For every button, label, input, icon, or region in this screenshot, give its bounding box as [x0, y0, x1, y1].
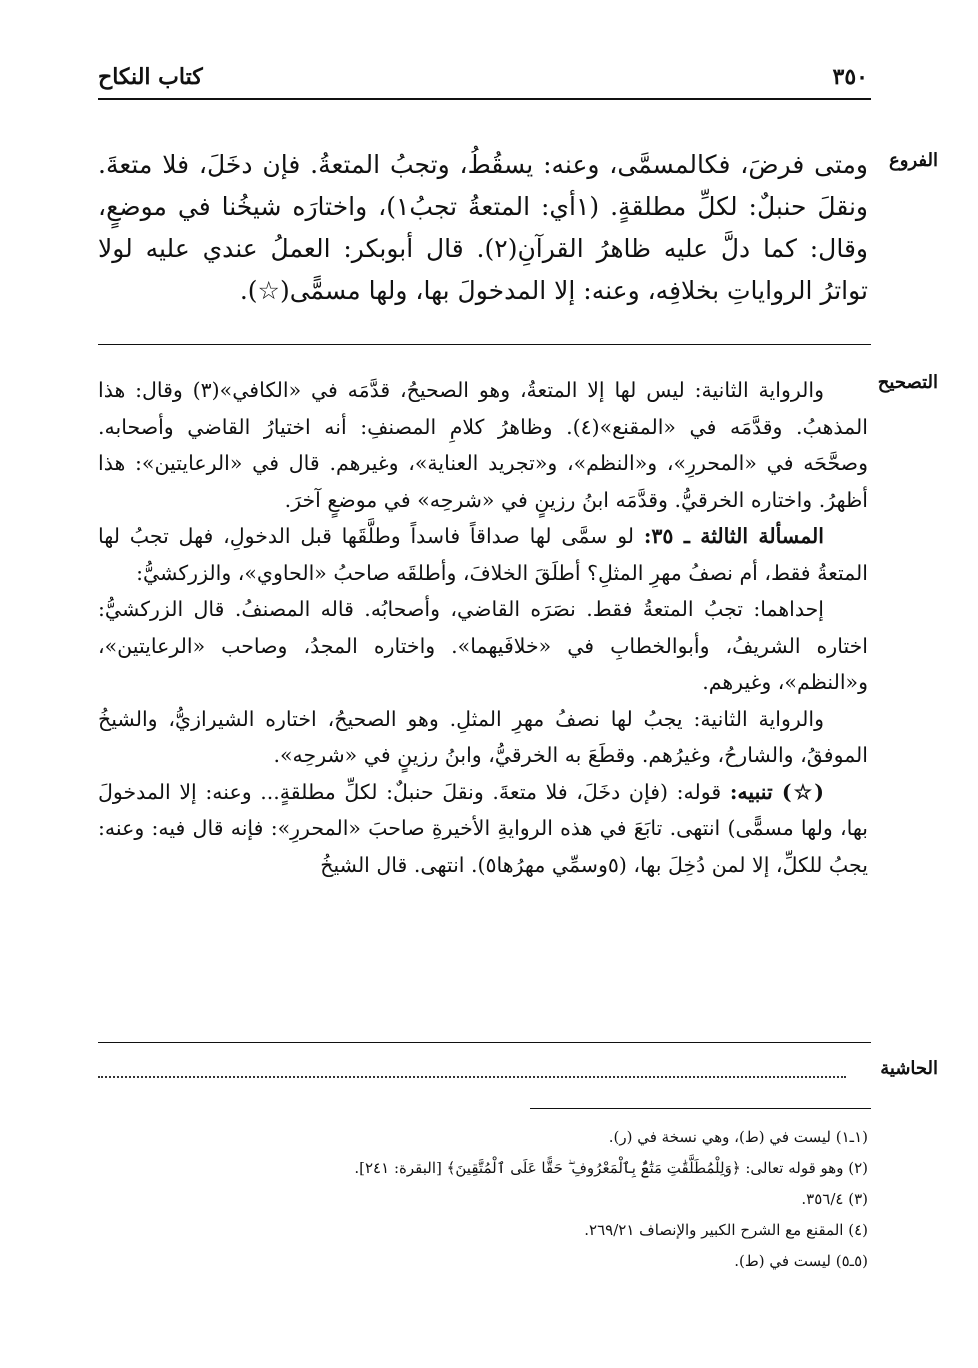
tashih-paragraph-1: والرواية الثانية: ليس لها إلا المتعةُ، وهو الصحيحُ، قدَّمَه في «الكافي»(٣) وقال: هذا المذهبُ. وقدَّمَه في «المقنع»(٤). وظاهرُ كلامِ المصنفِ: أنه اختيارُ القاضي وأصحابه. وصحَّحَه في «المحررِ»، و«النظم»، و«تجريد العناية»، وغيرهم. قال في «الرعايتين»: هذا أظهرُ. واختاره الخرقيُّ. وقدَّمَه ابنُ رزينٍ في «شرحِه» في موضعٍ آخرَ. — [98, 378, 868, 512]
footnote-4: (٤) المقنع مع الشرح الكبير والإنصاف ٢٦٩/٢١. — [584, 1221, 868, 1239]
tanbih-title: (☆) تنبيه: — [729, 779, 824, 804]
tashih-label: التصحيح — [877, 372, 938, 393]
footnote-3: (٣) ٣٥٦/٤. — [801, 1190, 868, 1208]
main-bottom-rule — [98, 1042, 871, 1043]
tanbih-paragraph — [98, 774, 868, 884]
tashih-section — [98, 372, 868, 883]
footnote-rule — [530, 1108, 871, 1109]
footnotes — [98, 1122, 868, 1277]
masala-title: المسألة الثالثة ـ ٣٥: — [643, 524, 825, 548]
tashih-paragraph-3: إحداهما: تجبُ المتعةُ فقط. نصَرَه القاضي، وأصحابُه. قاله المصنفُ. قال الزركشيُّ: اختاره الشريفُ، وأبوالخطابِ في «خلافَيهما». واختاره المجدُ، وصاحب «الرعايتين»، و«النظم»، وغيرهم. — [98, 597, 868, 694]
page-number: ٣٥٠ — [832, 64, 868, 90]
hashiya-dotted-line — [98, 1062, 846, 1078]
footnote-2: (٢) وهو قوله تعالى: ﴿وَلِلْمُطَلَّقَٰتِ مَتَٰعٌۢ بِٱلْمَعْرُوفِ ۖ حَقًّا عَلَى ٱلْمُتَّقِينَ﴾ [البقرة: ٢٤١]. — [354, 1159, 868, 1177]
furu-paragraph: ومتى فرضَ، فكالمسمَّى، وعنه: يسقُطُ، وتجبُ المتعةُ. فإن دخَلَ، فلا متعةَ. ونقلَ حنبلٌ: لكلِّ مطلقةٍ. (١أي: المتعةُ تجبُ١)، واختارَه شيخُنا في موضعٍ، وقال: كما دلَّ عليه ظاهرُ القرآنِ(٢). قال أبوبكر: العملُ عندي عليه لولا تواترُ الرواياتِ بخلافِه، وعنه: إلا المدخولَ بها، ولها مسمًّى(☆). — [98, 150, 869, 305]
header-rule — [98, 98, 871, 100]
page-header — [98, 64, 868, 94]
section-divider — [98, 344, 871, 345]
tanbih-text: قوله: (فإن دخَلَ، فلا متعةَ. ونقلَ حنبلٌ: لكلِّ مطلقةٍ... وعنه: إلا المدخولَ بها، ولها مسمًّى) انتهى. تابَعَ في هذه الروايةِ الأخيرةِ صاحبَ «المحررِ»: فإنه قال فيه: وعنه: يجبُ للكلِّ، إلا لمن دُخِلَ بها، (٥وسمِّي مهرُها٥). انتهى. قال الشيخُ — [98, 779, 868, 877]
book-title: كتاب النكاح — [98, 64, 203, 90]
tashih-paragraph-4: والرواية الثانية: يجبُ لها نصفُ مهرِ المثلِ. وهو الصحيحُ، اختاره الشيرازيُّ، والشيخُ الموفقُ، والشارحُ، وغيرُهم. وقطَعَ به الخرقيُّ، وابنُ رزينٍ في «شرحِه». — [98, 706, 868, 767]
hashiya-label: الحاشية — [880, 1058, 938, 1079]
furu-section — [98, 144, 868, 312]
footnote-1: (١ـ١) ليست في (ط)، وهي نسخة في (ر). — [608, 1128, 868, 1146]
footnote-5: (٥ـ٥) ليست في (ط). — [734, 1252, 868, 1270]
masala-text: لو سمَّى لها صداقاً فاسداً وطلَّقَها قبل الدخولِ، فهل تجبُ لها المتعةُ فقط، أم نصفُ مهرِ المثلِ؟ أطلَقَ الخلافَ، وأطلقَه صاحبُ «الحاوي»، والزركشيُّ: — [98, 524, 868, 585]
furu-label: الفروع — [889, 150, 938, 171]
masala-paragraph — [98, 518, 868, 591]
